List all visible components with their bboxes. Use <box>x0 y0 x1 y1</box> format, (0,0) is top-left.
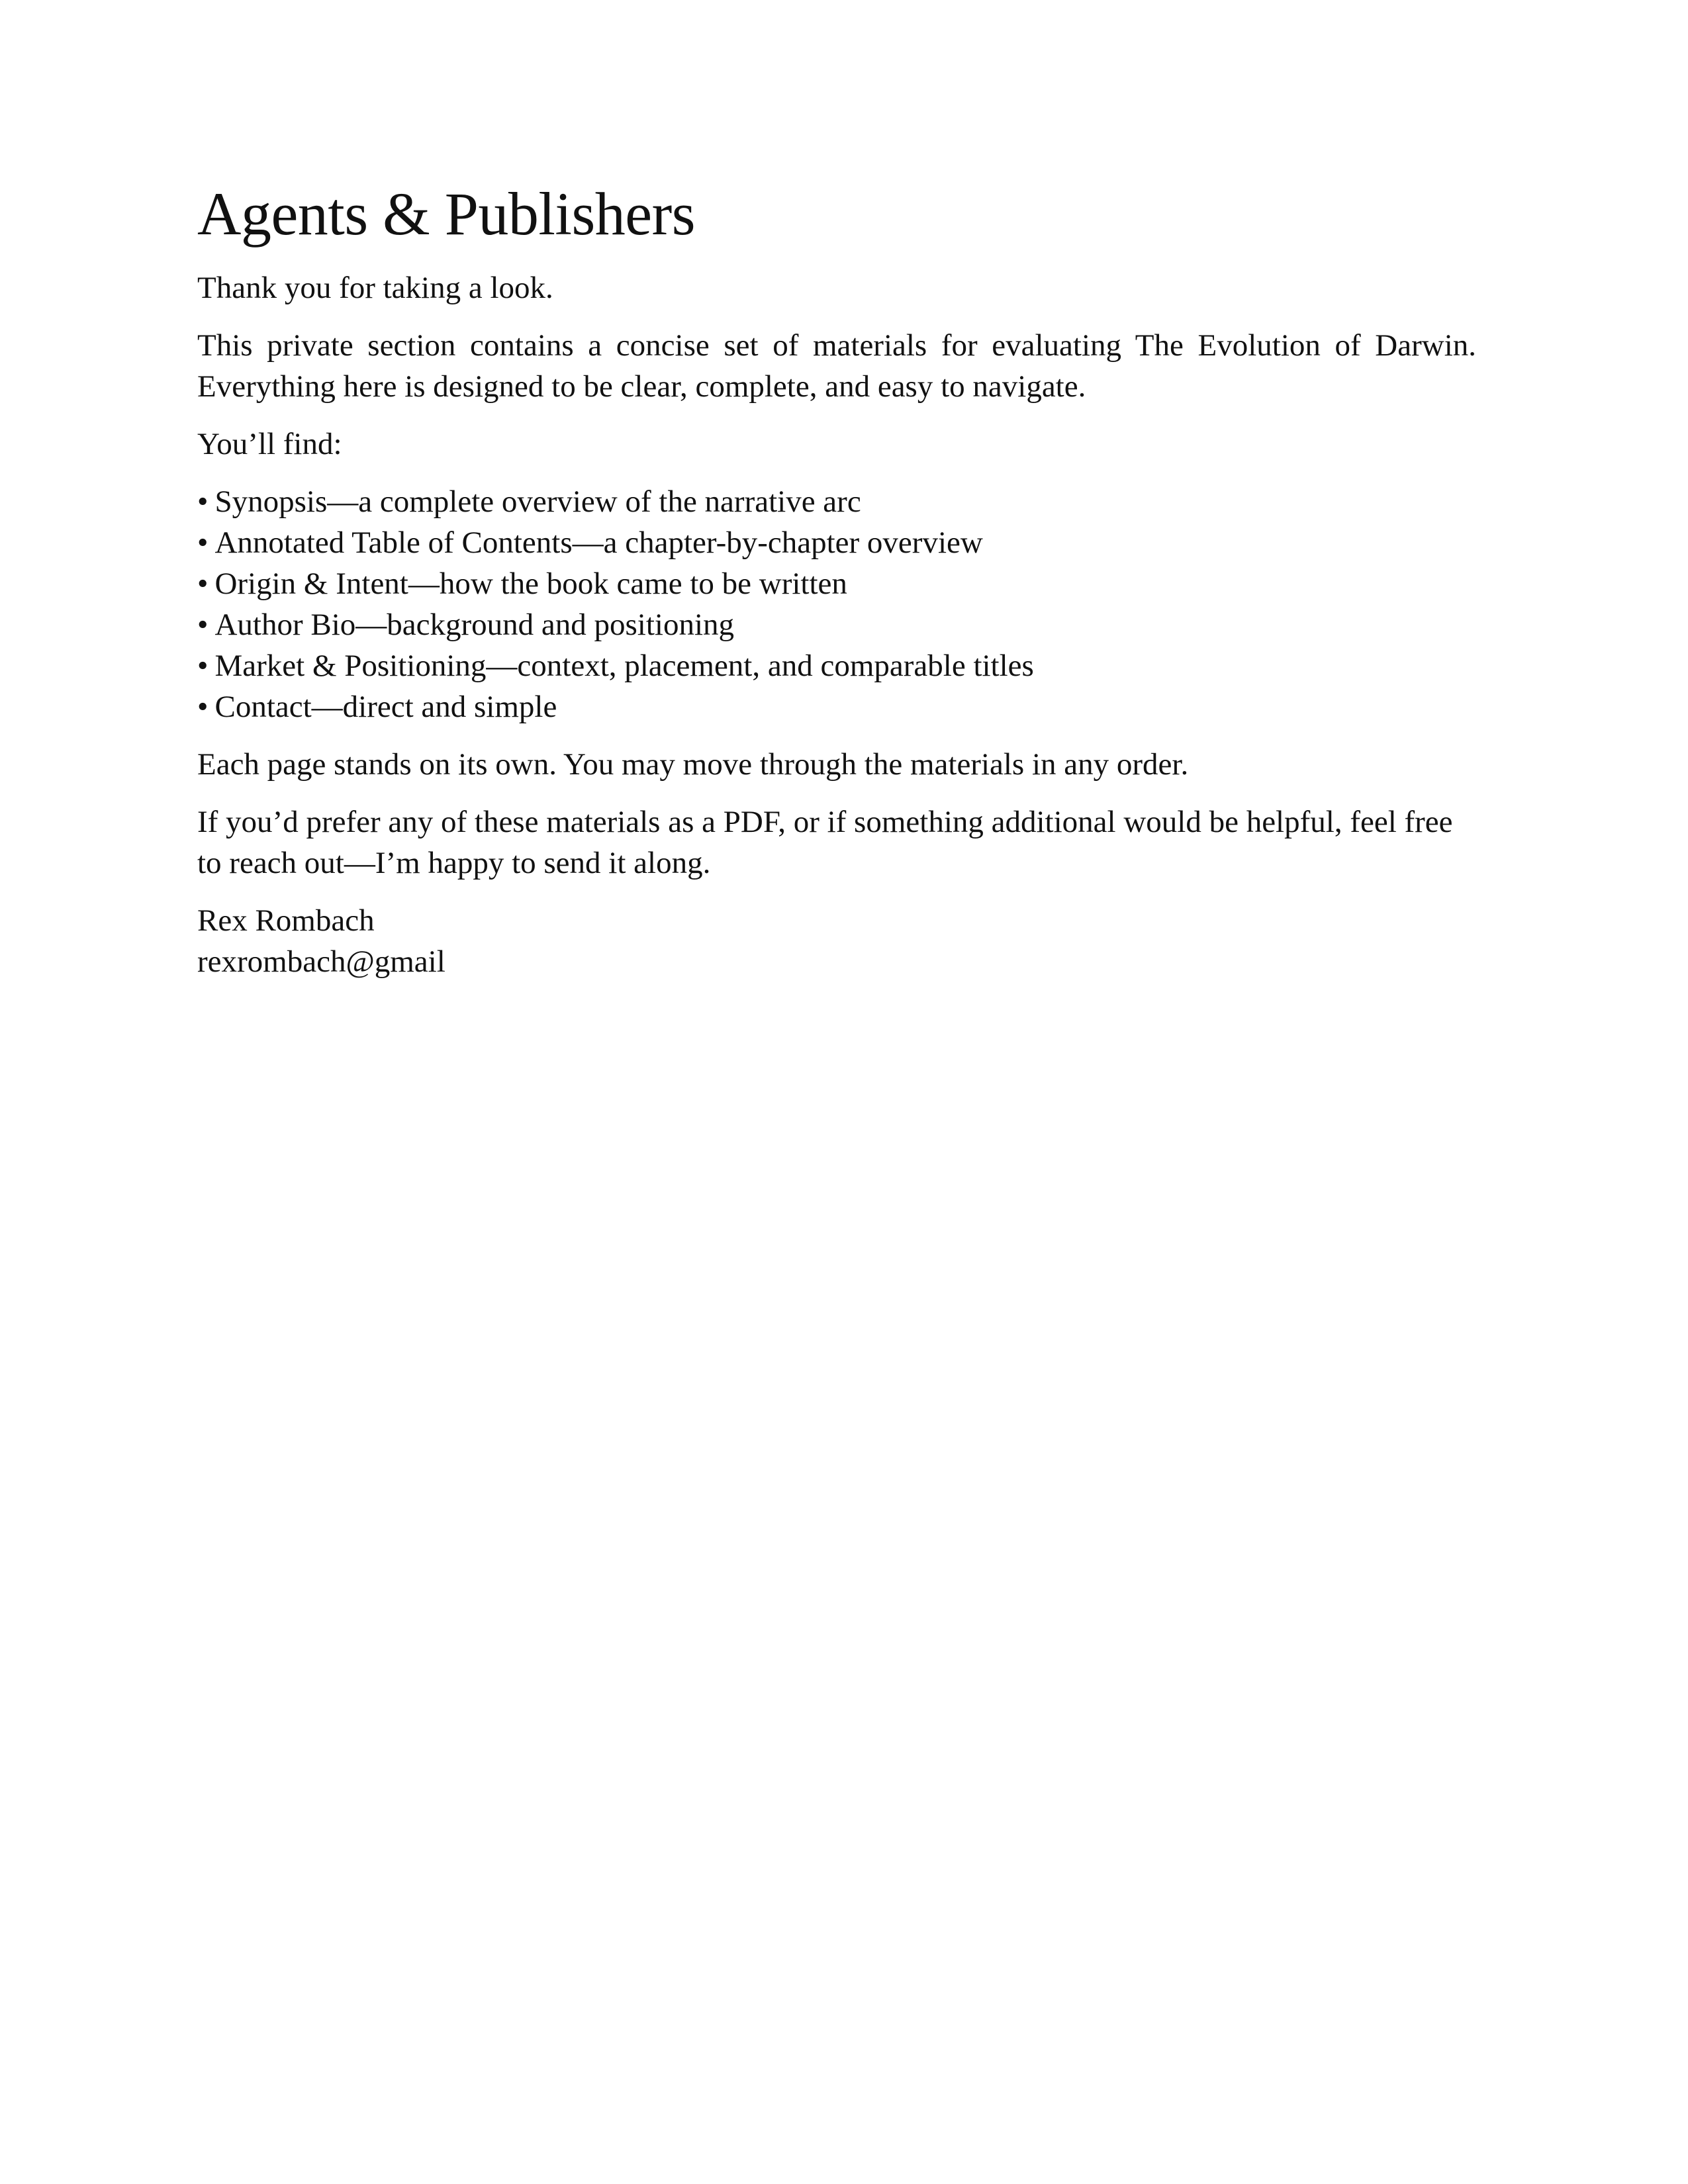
list-item <box>197 481 1476 522</box>
order-note-paragraph: Each page stands on its own. You may move through the materials in any order. <box>197 747 1189 782</box>
list-item-text: Annotated Table of Contents—a chapter-by-chapter overview <box>214 525 983 560</box>
pdf-note-paragraph: If you’d prefer any of these materials as a PDF, or if something additional would be helpful, feel free to reach out—I’m happy to send it along. <box>197 805 1453 880</box>
list-item-text: Market & Positioning—context, placement, and comparable titles <box>214 649 1034 683</box>
bullet-icon: • <box>197 608 209 642</box>
signature-email[interactable]: rexrombach@gmail <box>197 944 445 979</box>
list-item-text: Author Bio—background and positioning <box>214 608 735 642</box>
list-item <box>197 645 1476 686</box>
intro-paragraph: This private section contains a concise set of materials for evaluating The Evolution of Darwin. Everything here is designed to be clear, complete, and easy to navigate. <box>197 328 1476 404</box>
list-item <box>197 563 1476 604</box>
materials-list <box>197 481 1476 727</box>
bullet-icon: • <box>197 690 209 724</box>
bullet-icon: • <box>197 484 209 519</box>
page-title: Agents & Publishers <box>197 180 696 248</box>
greeting-paragraph: Thank you for taking a look. <box>197 271 553 305</box>
list-item <box>197 686 1476 727</box>
list-item <box>197 604 1476 645</box>
bullet-icon: • <box>197 567 209 601</box>
list-lead: You’ll find: <box>197 427 342 461</box>
document-page <box>197 177 1476 982</box>
bullet-icon: • <box>197 525 209 560</box>
list-item-text: Origin & Intent—how the book came to be written <box>214 567 847 601</box>
list-item-text: Synopsis—a complete overview of the narrative arc <box>214 484 861 519</box>
list-item <box>197 522 1476 563</box>
signature-name: Rex Rombach <box>197 903 375 938</box>
bullet-icon: • <box>197 649 209 683</box>
list-item-text: Contact—direct and simple <box>214 690 557 724</box>
signature-block <box>197 900 1476 982</box>
